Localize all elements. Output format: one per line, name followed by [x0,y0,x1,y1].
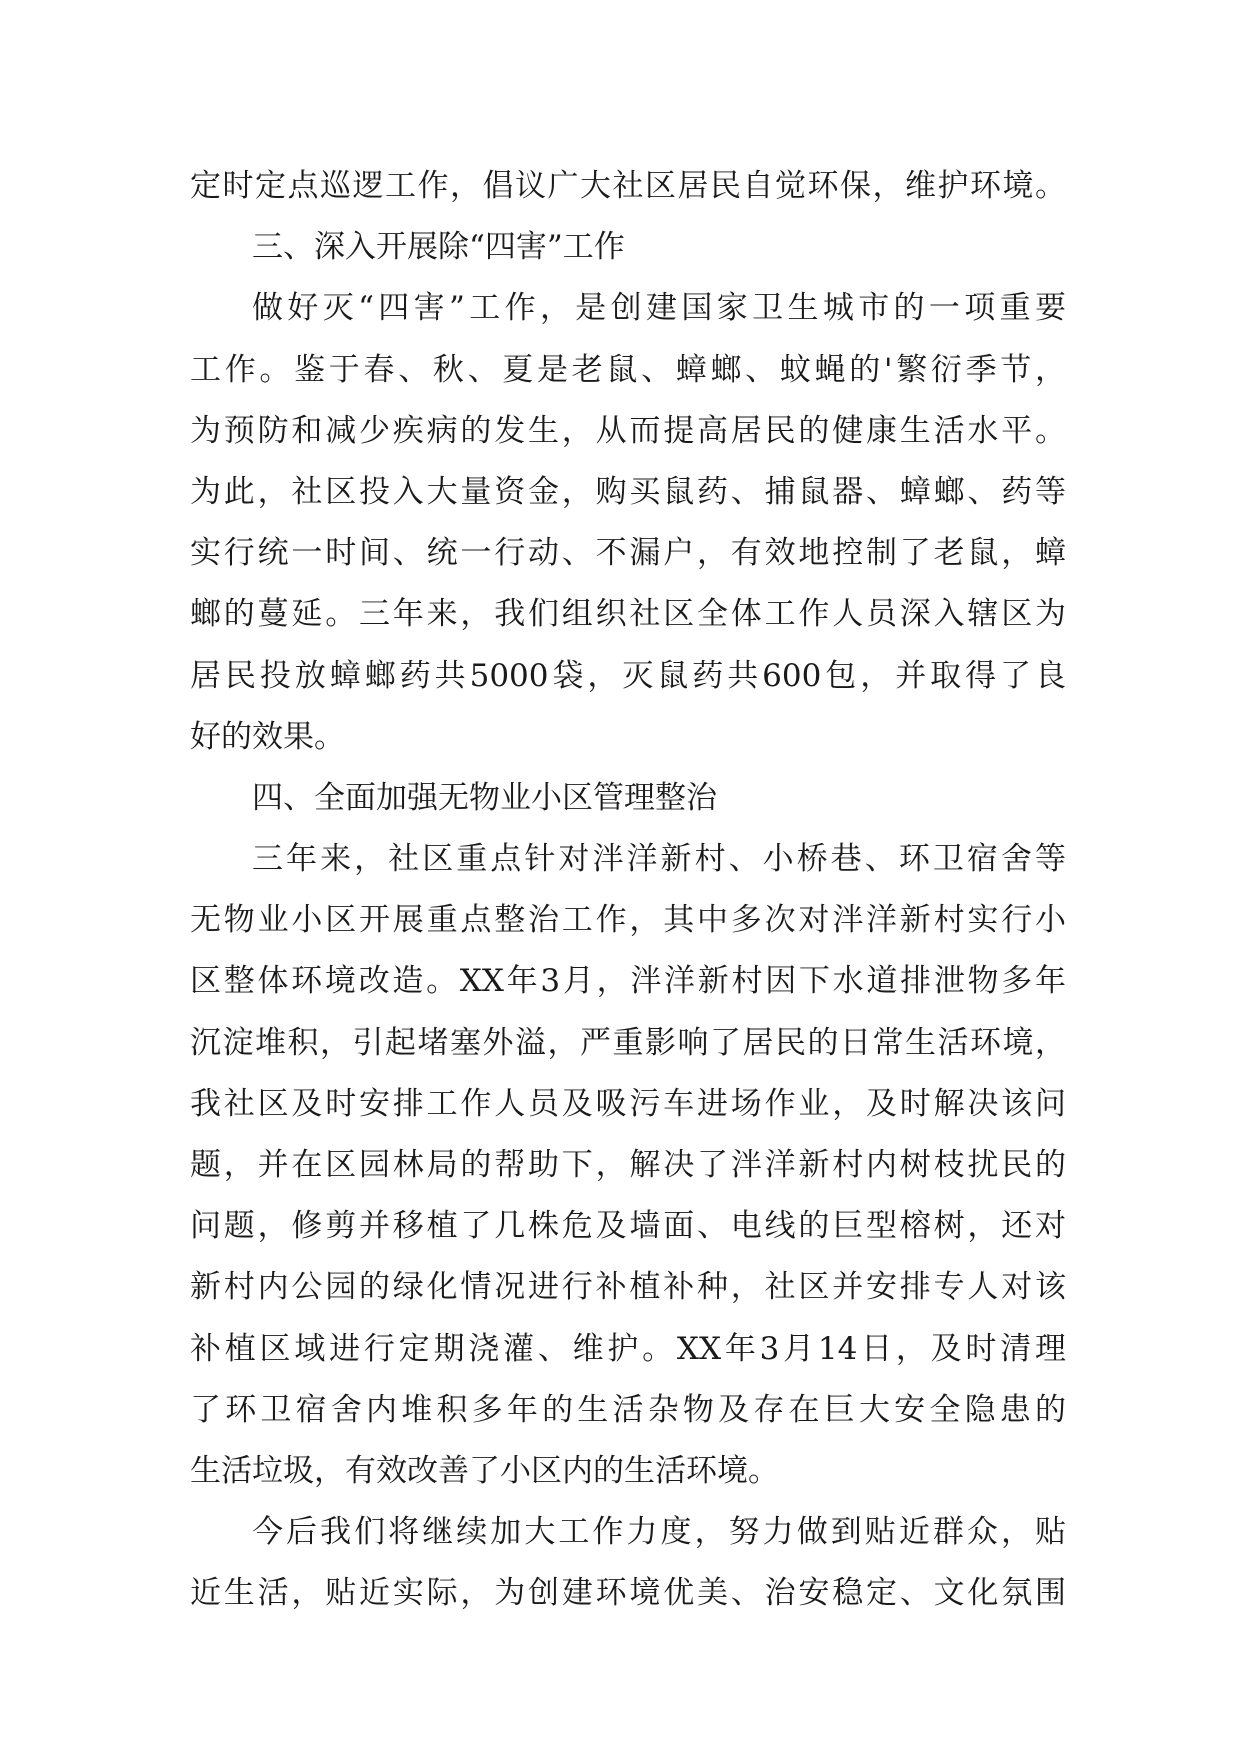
text-line: 三年来，社区重点针对泮洋新村、小桥巷、环卫宿舍等 [252,841,1066,878]
text-line: 问题，修剪并移植了几株危及墙面、电线的巨型榕树，还对 [190,1208,1066,1245]
text-line: 了环卫宿舍内堆积多年的生活杂物及存在巨大安全隐患的 [190,1391,1066,1428]
text-line: 实行统一时间、统一行动、不漏户，有效地控制了老鼠，蟑 [190,535,1066,572]
text-line: 好的效果。 [190,718,345,755]
text-line: 无物业小区开展重点整治工作，其中多次对泮洋新村实行小 [190,902,1066,939]
text-line: 工作。鉴于春、秋、夏是老鼠、蟑螂、蚊蝇的'繁衍季节， [190,351,1066,388]
text-line: 近生活，贴近实际，为创建环境优美、治安稳定、文化氛围 [190,1575,1066,1612]
text-line: 为预防和减少疾病的发生，从而提高居民的健康生活水平。 [190,412,1066,449]
document-page [190,156,1066,1625]
text-line: 螂的蔓延。三年来，我们组织社区全体工作人员深入辖区为 [190,596,1066,633]
text-line: 新村内公园的绿化情况进行补植补种，社区并安排专人对该 [190,1269,1066,1306]
text-line: 题，并在区园林局的帮助下，解决了泮洋新村内树枝扰民的 [190,1147,1066,1183]
text-line: 补植区域进行定期浇灌、维护。XX年3月14日，及时清理 [190,1330,1066,1367]
text-line: 沉淀堆积，引起堵塞外溢，严重影响了居民的日常生活环境， [190,1024,1066,1061]
text-line: 区整体环境改造。XX年3月，泮洋新村因下水道排泄物多年 [190,963,1066,1000]
text-line: 今后我们将继续加大工作力度，努力做到贴近群众，贴 [252,1514,1066,1551]
text-line: 定时定点巡逻工作，倡议广大社区居民自觉环保，维护环境。 [190,168,1066,204]
text-line: 做好灭“四害”工作，是创建国家卫生城市的一项重要 [252,290,1066,327]
text-line: 居民投放蟑螂药共5000袋，灭鼠药共600包，并取得了良 [190,657,1066,694]
section-heading: 四、全面加强无物业小区管理整治 [252,779,717,816]
text-line: 生活垃圾，有效改善了小区内的生活环境。 [190,1452,779,1489]
text-line: 为此，社区投入大量资金，购买鼠药、捕鼠器、蟑螂、药等 [190,473,1066,510]
section-heading: 三、深入开展除“四害”工作 [252,229,625,266]
text-line: 我社区及时安排工作人员及吸污车进场作业，及时解决该问 [190,1085,1066,1122]
